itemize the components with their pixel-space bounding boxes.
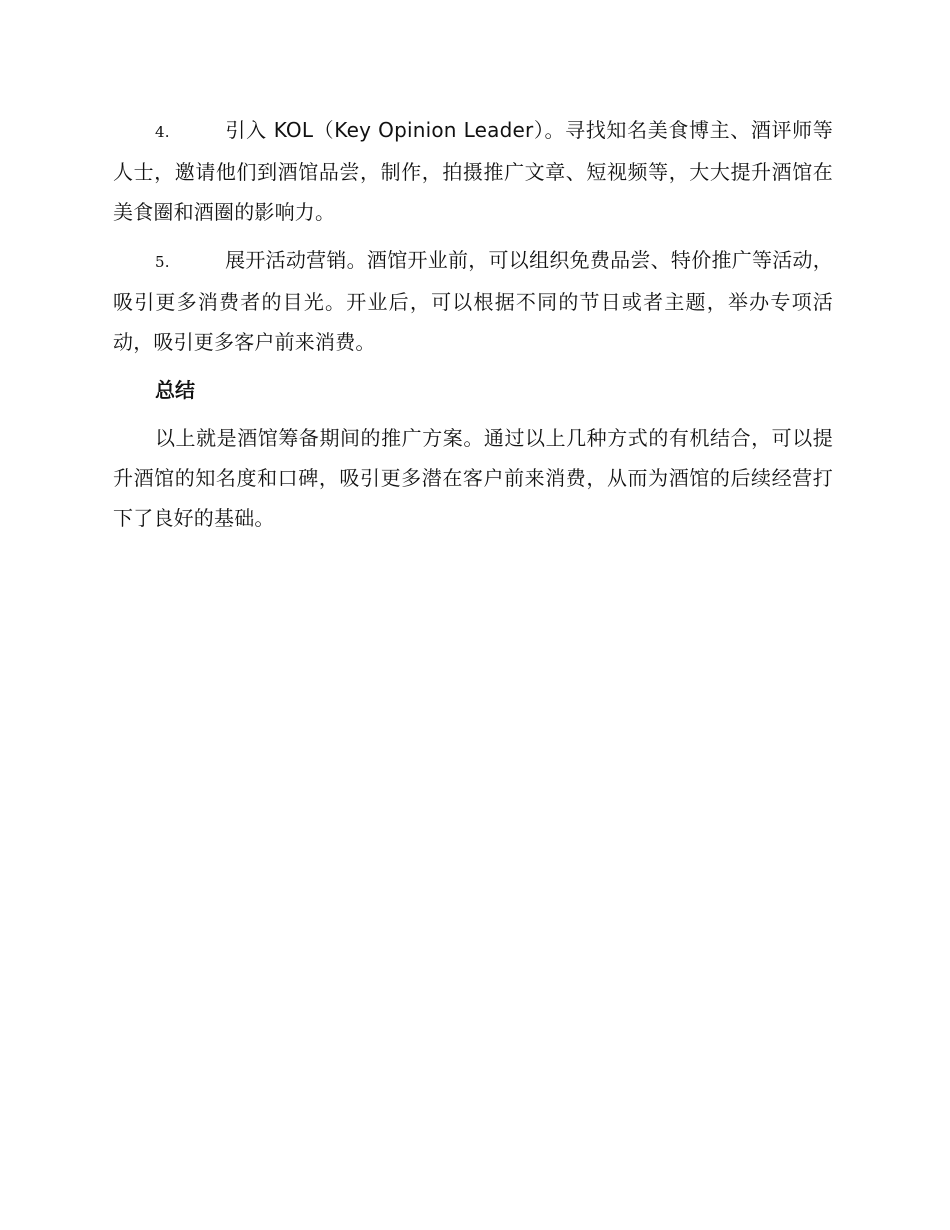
summary-paragraph: 以上就是酒馆筹备期间的推广方案。通过以上几种方式的有机结合，可以提升酒馆的知名度和口碑，吸引更多潜在客户前来消费，从而为酒馆的后续经营打下了良好的基础。	[113, 426, 833, 530]
list-number: 4.	[155, 123, 170, 141]
list-item-text: 展开活动营销。酒馆开业前，可以组织免费品尝、特价推广等活动，吸引更多消费者的目光。开业后，可以根据不同的节日或者主题，举办专项活动，吸引更多客户前来消费。	[113, 248, 833, 354]
list-item-text: 引入 KOL（Key Opinion Leader）。寻找知名美食博主、酒评师等人士，邀请他们到酒馆品尝，制作，拍摄推广文章、短视频等，大大提升酒馆在美食圈和酒圈的影响力。	[113, 118, 833, 224]
summary-heading: 总结	[155, 378, 195, 402]
list-item-4	[113, 110, 833, 232]
document-body	[113, 110, 833, 546]
list-number: 5.	[155, 253, 170, 271]
list-item-5	[113, 240, 833, 362]
